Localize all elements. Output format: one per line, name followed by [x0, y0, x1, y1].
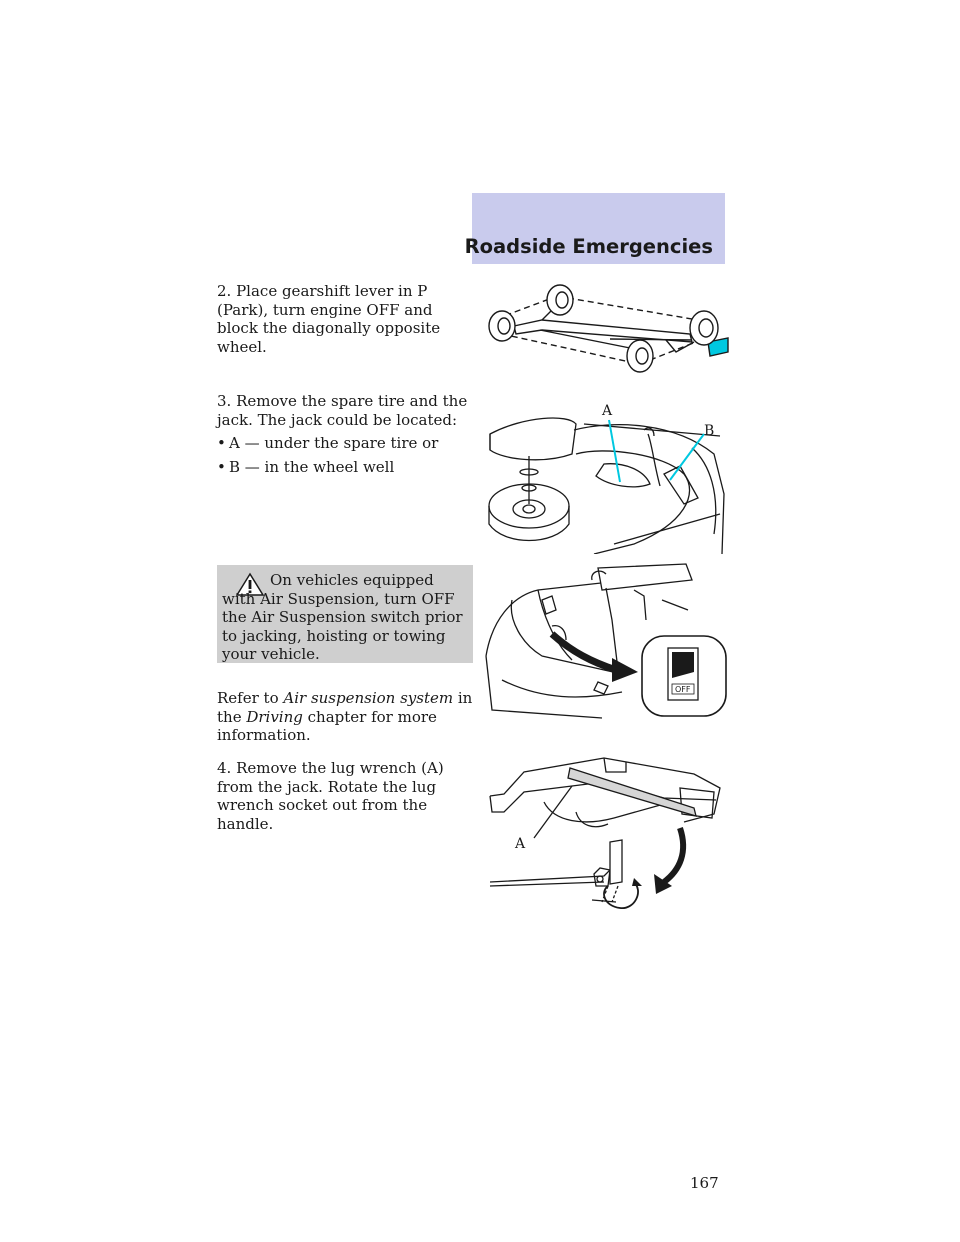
- switch-off-label: OFF: [675, 685, 691, 694]
- bullet-item-b: [217, 458, 394, 477]
- bullet-text: B — in the wheel well: [229, 458, 395, 476]
- step-3-text: 3. Remove the spare tire and the jack. The jack could be located:: [217, 392, 468, 429]
- refer-suffix: chapter for more information.: [217, 707, 437, 744]
- bullet-item-a: [217, 434, 438, 453]
- page-number: 167: [690, 1174, 719, 1192]
- warning-text: On vehicles equipped with Air Suspension, turn OFF the Air Suspension switch prior to jacking, hoisting or towing your vehicle.: [222, 571, 463, 663]
- bullet-text: A — under the spare tire or: [229, 434, 439, 452]
- refer-text: [217, 689, 475, 745]
- refer-driving: Driving: [246, 707, 303, 726]
- wheel-block-diagram: [480, 282, 730, 380]
- refer-prefix: Refer to: [217, 689, 284, 707]
- lug-wrench-jack-illustration: [484, 752, 730, 917]
- spare-tire-jack-location-illustration: [484, 394, 730, 554]
- refer-air-suspension: Air suspension system: [283, 689, 454, 707]
- warning-box: [217, 565, 473, 663]
- figure-label-a: A: [515, 836, 526, 852]
- figure-label-b: B: [704, 423, 715, 439]
- bullet-dot: •: [217, 434, 226, 452]
- section-header: [464, 193, 725, 264]
- air-suspension-switch-illustration: [482, 560, 730, 720]
- step-2-text: 2. Place gearshift lever in P (Park), turn engine OFF and block the diagonally opposite wheel.: [217, 282, 441, 356]
- figure-label-a: A: [602, 403, 613, 419]
- step-4-text: 4. Remove the lug wrench (A) from the jack. Rotate the lug wrench socket out from the handle.: [217, 759, 444, 833]
- bullet-dot: •: [217, 458, 226, 476]
- section-title: Roadside Emergencies: [464, 235, 713, 258]
- refer-mid: in the: [217, 689, 473, 726]
